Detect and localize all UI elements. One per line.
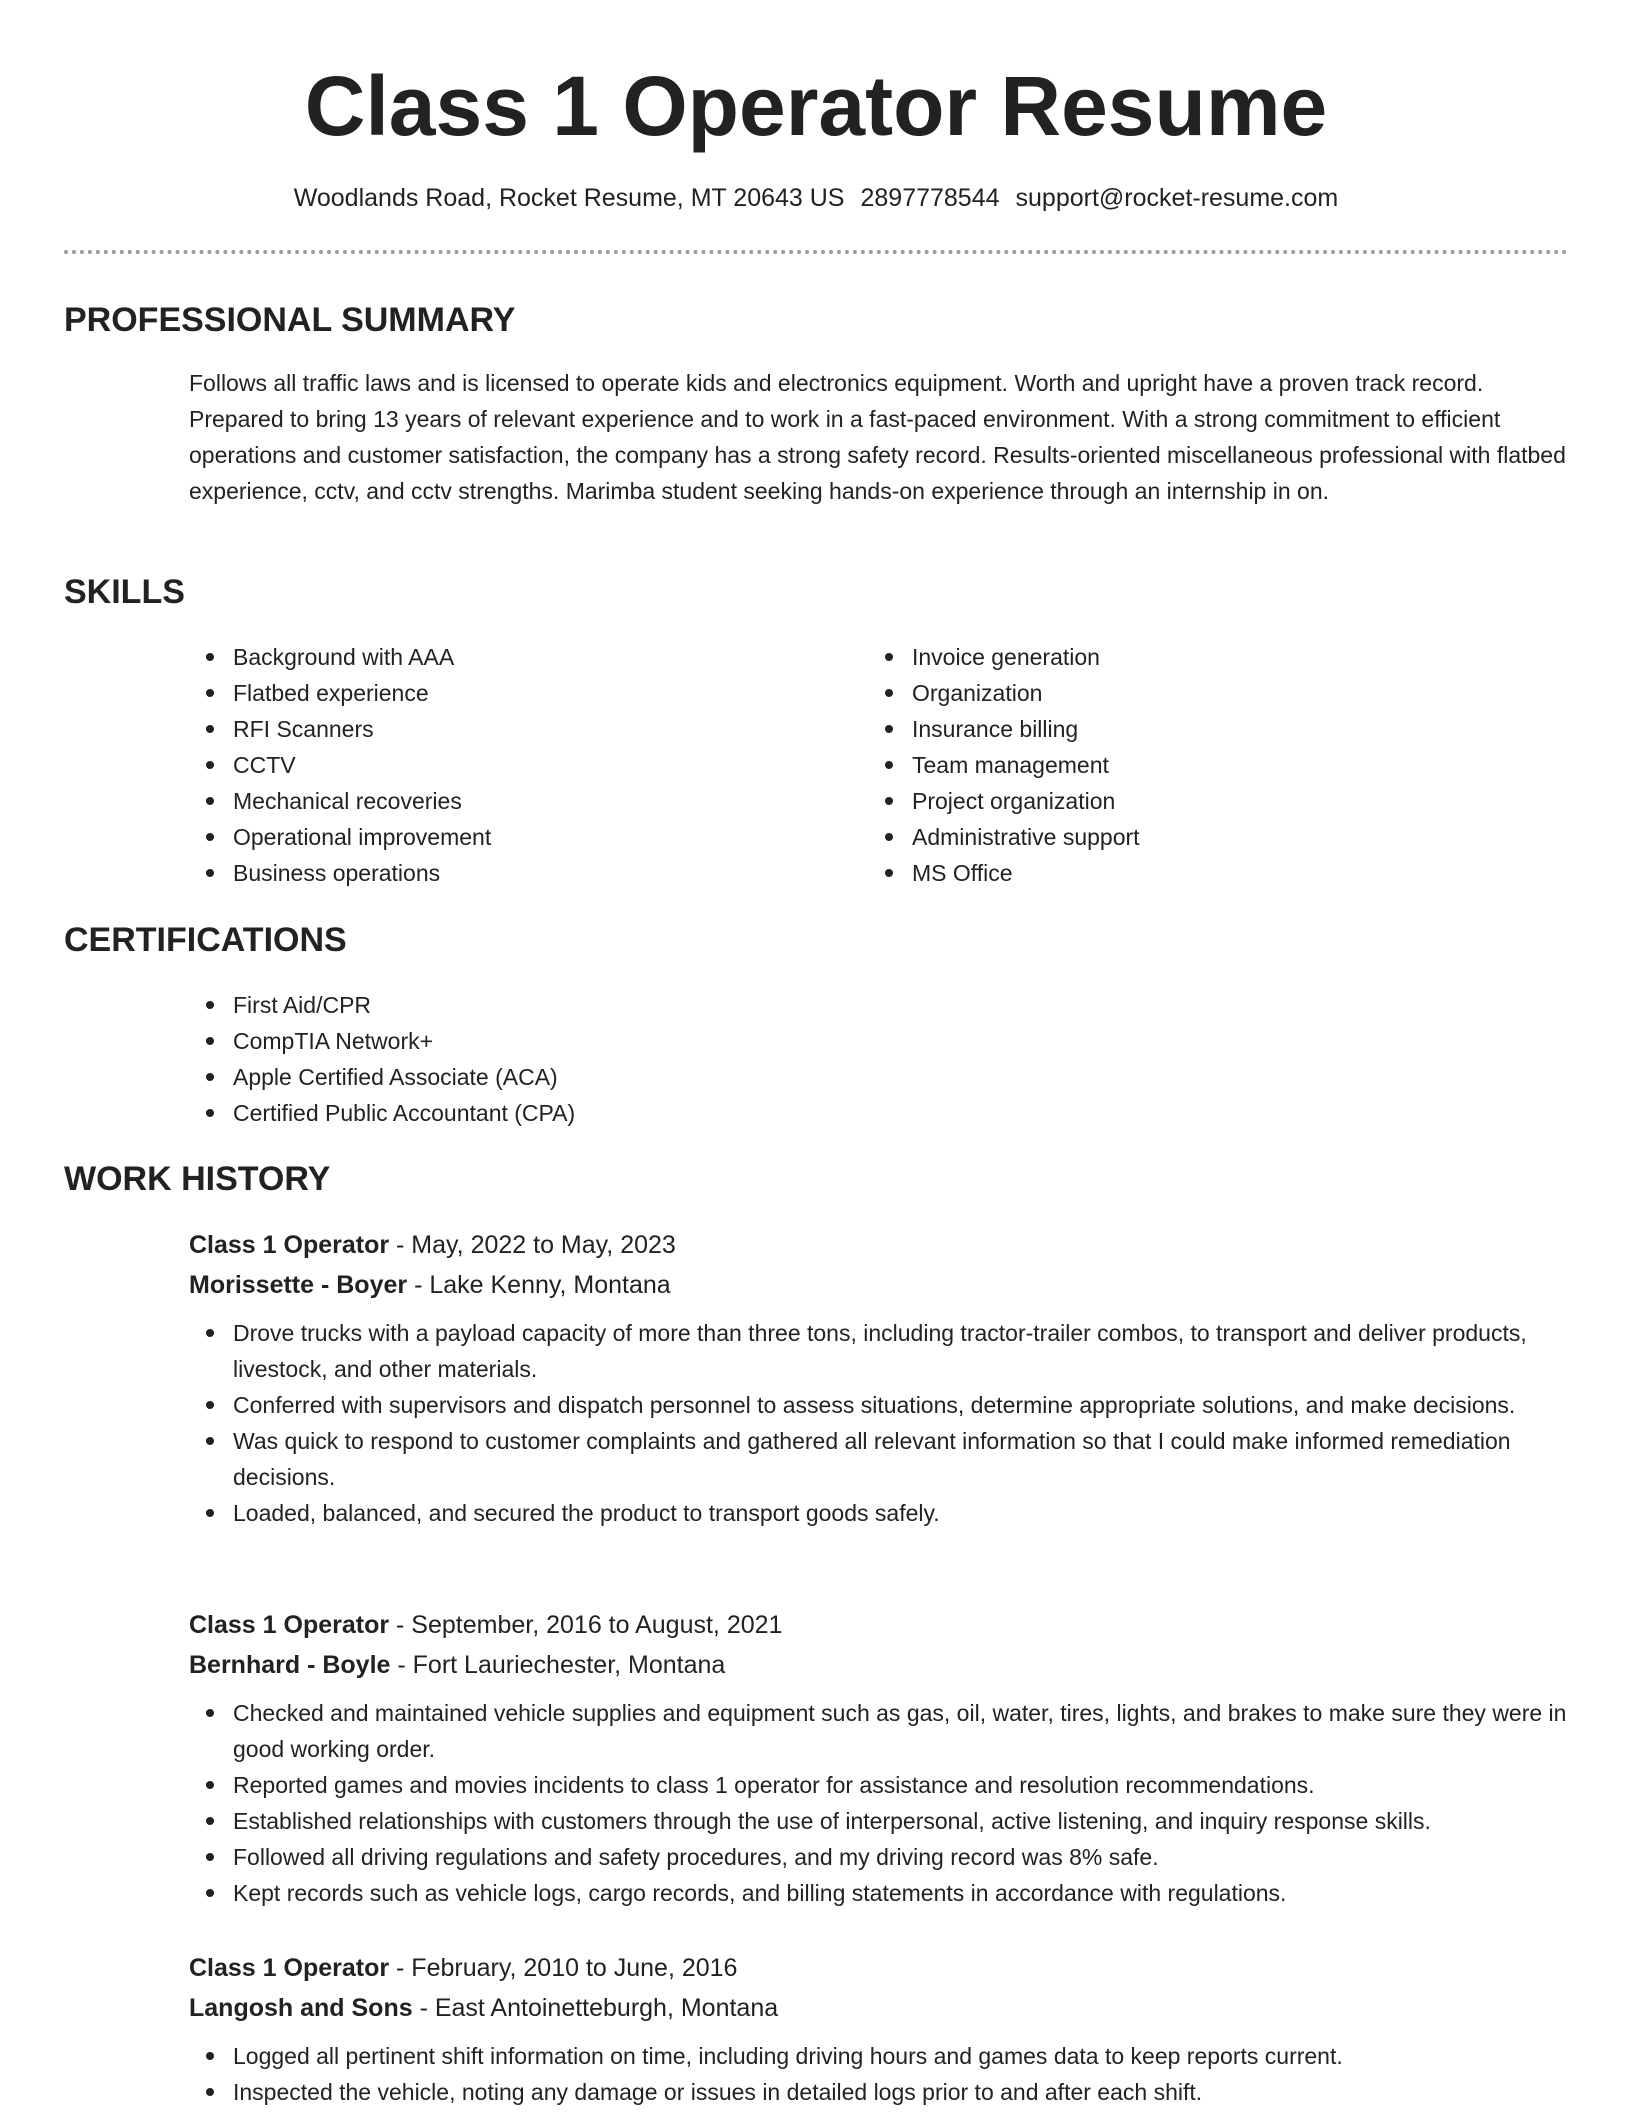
skill-item: Business operations	[189, 855, 829, 891]
job-company-line	[189, 1645, 1569, 1685]
skill-item: Background with AAA	[189, 639, 829, 675]
job-dates: - February, 2010 to June, 2016	[389, 1954, 738, 1982]
certification-item: CompTIA Network+	[189, 1023, 1089, 1059]
summary-text: Follows all traffic laws and is licensed to operate kids and electronics equipment. Worth and upright have a proven track record. Prepared to bring 13 years of relevant experience and to work in a fast-paced environment. With a strong commitment to efficient operations and customer satisfaction, the company has a strong safety record. Results-oriented miscellaneous professional with flatbed experience, cctv, and cctv strengths. Marimba student seeking hands-on experience through an internship in on.	[189, 370, 1566, 504]
job-title-line	[189, 1225, 1569, 1265]
job-title-line	[189, 1948, 1569, 1988]
section-title-certifications: CERTIFICATIONS	[64, 921, 347, 959]
job-entry	[189, 1225, 1569, 1531]
job-bullets	[189, 2038, 1569, 2110]
skill-item: Organization	[868, 675, 1548, 711]
skill-item: Team management	[868, 747, 1548, 783]
job-title: Class 1 Operator	[189, 1954, 390, 1982]
certification-item: Certified Public Accountant (CPA)	[189, 1095, 1089, 1131]
header-divider	[64, 250, 1568, 254]
skill-item: Flatbed experience	[189, 675, 829, 711]
job-location: - Fort Lauriechester, Montana	[390, 1651, 726, 1679]
section-title-summary: PROFESSIONAL SUMMARY	[64, 301, 516, 339]
contact-phone: 2897778544	[860, 184, 1000, 212]
certification-item: Apple Certified Associate (ACA)	[189, 1059, 1089, 1095]
skill-item: CCTV	[189, 747, 829, 783]
skill-item: Operational improvement	[189, 819, 829, 855]
skill-item: Project organization	[868, 783, 1548, 819]
job-bullet: Kept records such as vehicle logs, cargo records, and billing statements in accordance with regulations.	[189, 1875, 1569, 1911]
job-dates: - September, 2016 to August, 2021	[389, 1611, 783, 1639]
job-bullet: Checked and maintained vehicle supplies and equipment such as gas, oil, water, tires, lights, and brakes to make sure they were in good working order.	[189, 1695, 1569, 1767]
certification-item: First Aid/CPR	[189, 987, 1089, 1023]
contact-address: Woodlands Road, Rocket Resume, MT 20643 US	[293, 184, 845, 212]
section-title-work-history: WORK HISTORY	[64, 1160, 331, 1198]
skill-item: Insurance billing	[868, 711, 1548, 747]
skills-list-left	[189, 639, 829, 891]
skill-item: MS Office	[868, 855, 1548, 891]
job-entry	[189, 1948, 1569, 2110]
job-bullet: Loaded, balanced, and secured the product to transport goods safely.	[189, 1495, 1569, 1531]
job-bullet: Followed all driving regulations and safety procedures, and my driving record was 8% safe.	[189, 1839, 1569, 1875]
job-entry	[189, 1605, 1569, 1911]
certifications-list	[189, 987, 1089, 1131]
resume-title: Class 1 Operator Resume	[304, 59, 1328, 153]
job-company: Morissette - Boyer	[189, 1271, 408, 1299]
section-title-skills: SKILLS	[64, 573, 185, 611]
skill-item: Administrative support	[868, 819, 1548, 855]
job-bullet: Conferred with supervisors and dispatch personnel to assess situations, determine appropriate solutions, and make decisions.	[189, 1387, 1569, 1423]
skill-item: Mechanical recoveries	[189, 783, 829, 819]
contact-email[interactable]: support@rocket-resume.com	[1015, 184, 1339, 212]
skill-item: Invoice generation	[868, 639, 1548, 675]
job-company: Bernhard - Boyle	[189, 1651, 391, 1679]
contact-line	[0, 180, 1632, 216]
job-location: - East Antoinetteburgh, Montana	[412, 1994, 779, 2022]
job-bullet: Logged all pertinent shift information on time, including driving hours and games data to keep reports current.	[189, 2038, 1569, 2074]
job-bullet: Drove trucks with a payload capacity of more than three tons, including tractor-trailer combos, to transport and deliver products, livestock, and other materials.	[189, 1315, 1569, 1387]
skill-item: RFI Scanners	[189, 711, 829, 747]
job-bullet: Was quick to respond to customer complaints and gathered all relevant information so that I could make informed remediation decisions.	[189, 1423, 1569, 1495]
job-title: Class 1 Operator	[189, 1611, 390, 1639]
job-dates: - May, 2022 to May, 2023	[389, 1231, 676, 1259]
job-location: - Lake Kenny, Montana	[407, 1271, 671, 1299]
job-bullets	[189, 1315, 1569, 1531]
job-company: Langosh and Sons	[189, 1994, 413, 2022]
job-title-line	[189, 1605, 1569, 1645]
job-company-line	[189, 1988, 1569, 2028]
skills-list-right	[868, 639, 1548, 891]
job-bullet: Inspected the vehicle, noting any damage or issues in detailed logs prior to and after each shift.	[189, 2074, 1569, 2110]
job-bullet: Established relationships with customers through the use of interpersonal, active listening, and inquiry response skills.	[189, 1803, 1569, 1839]
job-title: Class 1 Operator	[189, 1231, 390, 1259]
job-bullets	[189, 1695, 1569, 1911]
job-bullet: Reported games and movies incidents to class 1 operator for assistance and resolution recommendations.	[189, 1767, 1569, 1803]
job-company-line	[189, 1265, 1569, 1305]
